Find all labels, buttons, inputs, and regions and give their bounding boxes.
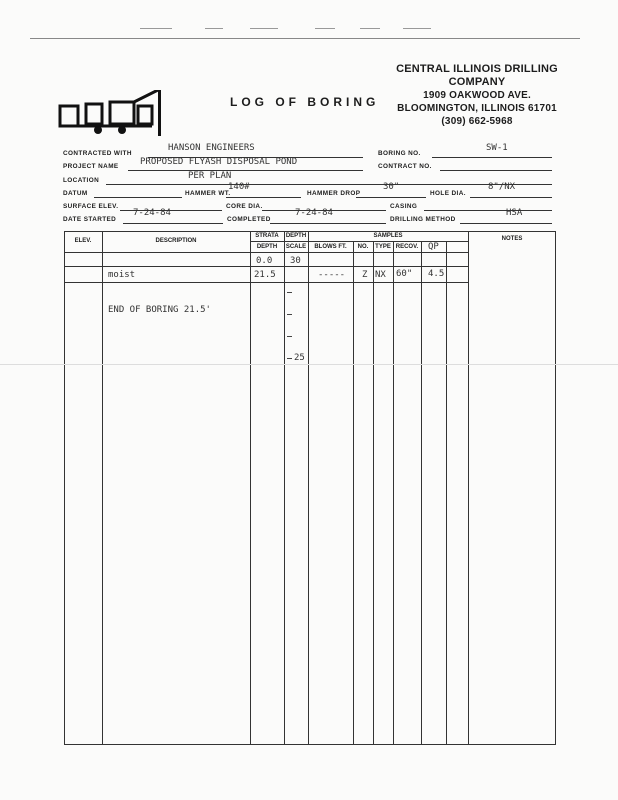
drilling-method-label: DRILLING METHOD	[390, 216, 456, 223]
header-depth: DEPTH	[285, 233, 307, 239]
drill-truck-logo	[58, 90, 170, 138]
hammer-drop-label: HAMMER DROP	[307, 190, 361, 197]
contract-no-line	[440, 170, 552, 171]
casing-label: CASING	[390, 203, 418, 210]
hammer-drop-line	[356, 197, 426, 198]
row2-bottom-line	[64, 282, 468, 283]
boring-no-label: BORING NO.	[378, 150, 421, 157]
header-recov: RECOV.	[395, 244, 419, 250]
date-started-line	[123, 223, 223, 224]
hole-dia-value: 8"/NX	[488, 182, 516, 192]
col-line-no	[373, 241, 374, 745]
header-strata-depth: DEPTH	[256, 244, 278, 250]
location-value: PER PLAN	[188, 171, 232, 181]
col-line-recov	[421, 241, 422, 745]
depth-scale-label-25: 25	[294, 353, 305, 363]
scan-artifact-line	[0, 364, 618, 365]
completed-value: 7-24-84	[295, 208, 333, 218]
row1-scale: 30	[290, 256, 301, 266]
location-line	[106, 184, 552, 185]
scan-edge-line	[30, 38, 580, 39]
header-qp: QP	[428, 242, 439, 252]
project-name-label: PROJECT NAME	[63, 163, 119, 170]
row2-strata-depth: 21.5	[254, 270, 276, 280]
col-line-strata	[284, 231, 285, 745]
col-line-type	[393, 241, 394, 745]
header-strata: STRATA	[255, 233, 279, 239]
date-started-label: DATE STARTED	[63, 216, 117, 223]
company-phone: (309) 662-5968	[441, 116, 513, 127]
boring-no-line	[432, 157, 552, 158]
header-blows: BLOWS FT.	[314, 244, 347, 250]
datum-label: DATUM	[63, 190, 88, 197]
end-of-boring-note: END OF BORING 21.5'	[108, 305, 211, 315]
scan-artifact	[315, 28, 335, 29]
row2-description: moist	[108, 270, 136, 280]
col-line-elev	[102, 231, 103, 745]
row2-recov: 60"	[396, 269, 413, 279]
contract-no-label: CONTRACT NO.	[378, 163, 432, 170]
contracted-with-value: HANSON ENGINEERS	[168, 143, 255, 153]
header-description: DESCRIPTION	[155, 238, 197, 244]
row2-blows: -----	[318, 270, 346, 280]
hammer-drop-value: 30"	[383, 182, 400, 192]
form-title: LOG OF BORING	[230, 95, 380, 109]
date-started-value: 7-24-84	[133, 208, 171, 218]
hammer-wt-label: HAMMER WT.	[185, 190, 231, 197]
depth-tick	[287, 336, 292, 337]
project-name-value: PROPOSED FLYASH DISPOSAL POND	[140, 157, 298, 167]
scan-artifact	[250, 28, 278, 29]
header-type: TYPE	[375, 244, 391, 250]
completed-label: COMPLETED	[227, 216, 271, 223]
core-dia-label: CORE DIA.	[226, 203, 263, 210]
depth-tick	[287, 358, 292, 359]
col-line-notes	[468, 231, 469, 745]
header-scale: SCALE	[285, 244, 307, 250]
header-no: NO.	[357, 244, 369, 250]
scan-artifact	[140, 28, 172, 29]
header-bottom-line	[64, 252, 468, 253]
row2-qp: 4.5	[428, 269, 445, 279]
scan-artifact	[360, 28, 380, 29]
row1-bottom-line	[64, 266, 468, 267]
project-name-line	[128, 170, 363, 171]
drilling-method-line	[460, 223, 552, 224]
datum-line	[94, 197, 182, 198]
company-block	[372, 63, 582, 128]
hammer-wt-line	[226, 197, 301, 198]
row2-no: Z	[362, 270, 368, 280]
contracted-with-label: CONTRACTED WITH	[63, 150, 132, 157]
col-line-description	[250, 231, 251, 745]
surface-elev-label: SURFACE ELEV.	[63, 203, 119, 210]
casing-line	[424, 210, 552, 211]
header-samples: SAMPLES	[373, 233, 403, 239]
col-line-blows	[353, 241, 354, 745]
location-label: LOCATION	[63, 177, 100, 184]
col-line-scale	[308, 231, 309, 745]
header-notes: NOTES	[501, 236, 523, 242]
depth-tick	[287, 292, 292, 293]
drilling-method-value: HSA	[506, 208, 523, 218]
company-address: 1909 OAKWOOD AVE.	[423, 90, 531, 101]
boring-no-value: SW-1	[486, 143, 508, 153]
company-name: CENTRAL ILLINOIS DRILLING COMPANY	[396, 63, 558, 88]
row2-type: NX	[375, 270, 386, 280]
hole-dia-label: HOLE DIA.	[430, 190, 466, 197]
header-elev: ELEV.	[74, 238, 92, 244]
scan-artifact	[205, 28, 223, 29]
row1-strata-depth: 0.0	[256, 256, 273, 266]
scan-artifact	[403, 28, 431, 29]
completed-line	[270, 223, 386, 224]
hole-dia-line	[470, 197, 552, 198]
depth-tick	[287, 314, 292, 315]
col-line-qp	[446, 241, 447, 745]
hammer-wt-value: 140#	[228, 182, 250, 192]
company-city: BLOOMINGTON, ILLINOIS 61701	[397, 103, 557, 114]
